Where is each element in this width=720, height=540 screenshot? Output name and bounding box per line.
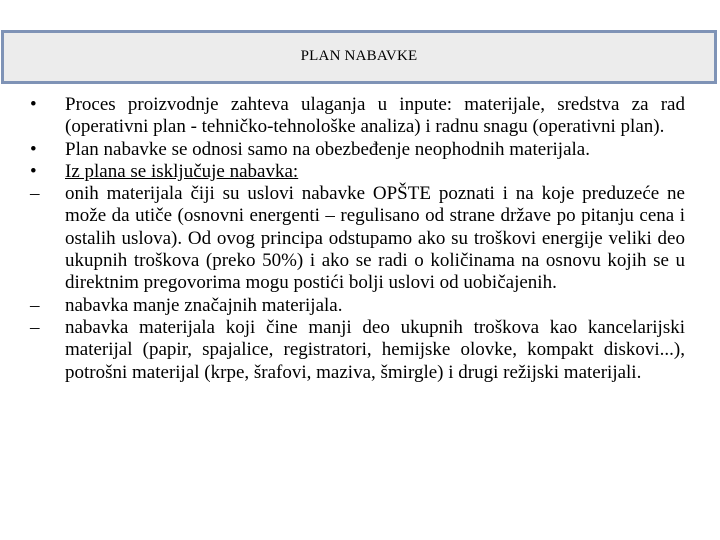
list-item [28,161,685,183]
page-title: PLAN NABAVKE [300,47,418,64]
bullet-marker: • [30,94,37,115]
dash-marker: – [30,316,40,338]
bullet-marker: • [30,138,37,160]
list-item-text: Proces proizvodnje zahteva ulaganja u inpute: materijale, sredstva za rad (operativni plan - tehničko-tehnološke analiza) i radnu snagu (operativni plan). [65,94,685,138]
list-item-text: Iz plana se isključuje nabavka: [65,160,299,182]
dash-marker: – [30,294,40,316]
list-item [28,139,685,161]
list-item [28,317,685,384]
list-item-text: onih materijala čiji su uslovi nabavke OPŠTE poznati i na koje preduzeće ne može da utiče (osnovni energenti – regulisano od strane države po pitanju cena i ostalih uslova). Od ovog principa odstupamo ako su troškovi energije veliki deo ukupnih troškova (preko 50%) i ako se radi o količinama na osnovu kojih se u direktnim pregovorima mogu postići bolji uslovi od uobičajenih. [65,183,685,294]
list-item [28,295,685,317]
list-item-text: nabavka materijala koji čine manji deo ukupnih troškova kao kancelarijski materijal (papir, spajalice, registratori, hemijske olovke, kompakt diskovi...), potrošni materijal (krpe, šrafovi, maziva, šmirgle) i drugi režijski materijali. [65,316,685,383]
dash-marker: – [30,183,40,205]
bullet-marker: • [30,160,37,182]
title-bar [1,30,717,84]
bullet-list [28,94,685,384]
list-item-text: nabavka manje značajnih materijala. [65,294,343,316]
list-item [28,94,685,139]
list-item-text: Plan nabavke se odnosi samo na obezbeđenje neophodnih materijala. [65,138,590,160]
list-item [28,183,685,294]
